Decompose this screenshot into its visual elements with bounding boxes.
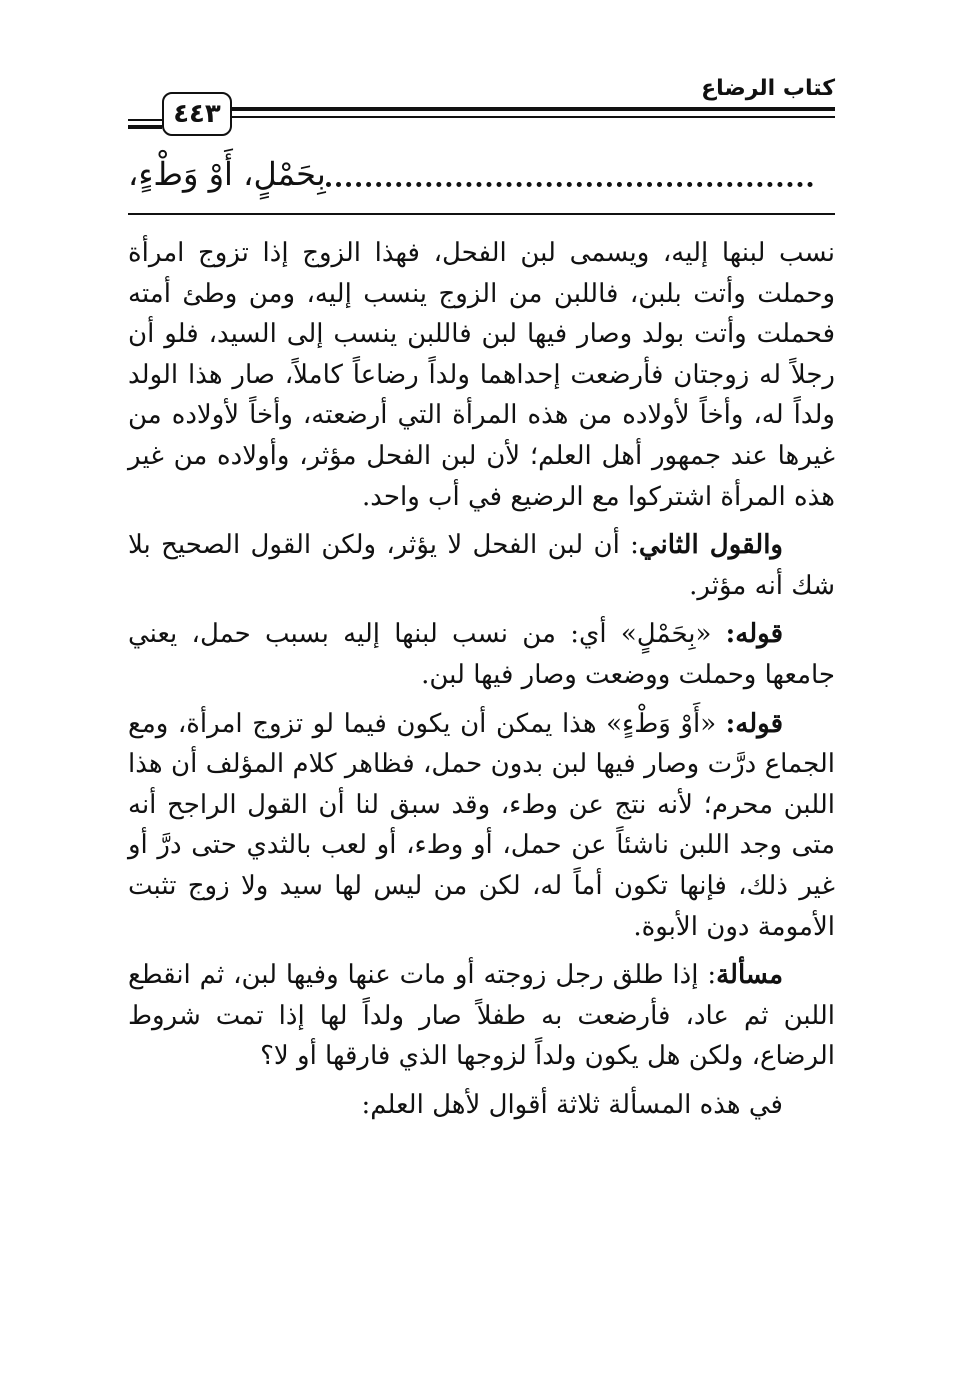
paragraph-4 xyxy=(128,704,835,948)
header-rule-top-left xyxy=(128,119,162,121)
paragraph-5-text: : إذا طلق رجل زوجته أو مات عنها وفيها لبن، ثم انقطع اللبن ثم عاد، فأرضعت به طفلاً صار ولداً لها إذا تمت شروط الرضاع، ولكن هل يكون ولداً لزوجها الذي فارقها أو لا؟ xyxy=(128,960,836,1072)
paragraph-2-lead: والقول الثاني xyxy=(638,530,783,561)
page-number: ٤٤٣ xyxy=(173,99,221,129)
commentary-body xyxy=(128,233,835,1133)
paragraph-3 xyxy=(128,614,835,695)
paragraph-2-text: : أن لبن الفحل لا يؤثر، ولكن القول الصحيح بلا شك أنه مؤثر. xyxy=(128,530,835,601)
paragraph-1 xyxy=(128,233,835,517)
paragraph-4-lead: قوله: xyxy=(725,708,783,739)
paragraph-5 xyxy=(128,955,835,1077)
header-rule-top-right xyxy=(228,107,835,111)
paragraph-3-text: «بِحَمْلٍ» أي: من نسب لبنها إليه بسبب حمل، يعني جامعها وحملت ووضعت وصار فيها لبن. xyxy=(128,619,835,690)
paragraph-3-lead: قوله: xyxy=(725,619,783,650)
paragraph-1-text: نسب لبنها إليه، ويسمى لبن الفحل، فهذا الزوج إذا تزوج امرأة وحملت وأتت بلبن، فاللبن من الزوج ينسب إليه، ومن وطئ أمته فحملت وأتت بولد وصار فيها لبن فاللبن ينسب إلى السيد، فلو أن رجلاً له زوجتان فأرضعت إحداهما ولداً رضاعاً كاملاً، صار هذا الولد ولداً له، وأخاً لأولاده من هذه المرأة التي أرضعته، وأخاً لأولاده من غيرها عند جمهور أهل العلم؛ لأن لبن الفحل مؤثر، وأولاده من غير هذه المرأة اشتركوا مع الرضيع في أب واحد. xyxy=(128,238,835,512)
paragraph-5-lead: مسألة xyxy=(716,960,784,991)
page-number-box xyxy=(162,92,232,136)
paragraph-6 xyxy=(128,1085,835,1126)
matn-line xyxy=(128,150,835,198)
running-header-title: كتاب الرضاع xyxy=(701,76,835,101)
header-rule-bottom-left xyxy=(128,125,162,129)
matn-separator-rule xyxy=(128,213,835,215)
header-rule-bottom-right xyxy=(228,116,835,118)
matn-text: بِحَمْلٍ، أَوْ وَطْءٍ، xyxy=(128,155,326,193)
paragraph-4-text: «أَوْ وَطْءٍ» هذا يمكن أن يكون فيما لو تزوج امرأة، ومع الجماع درَّت وصار فيها لبن بدون حمل، فظاهر كلام المؤلف أن هذا اللبن محرم؛ لأنه نتج عن وطء، وقد سبق لنا أن القول الراجح أنه متى وجد اللبن ناشئاً عن حمل، أو وطء، أو لعب بالثدي حتى درَّ أو غير ذلك، فإنها تكون أماً له، لكن من ليس لها سيد ولا زوج تثبت الأمومة دون الأبوة. xyxy=(128,708,835,942)
paragraph-2 xyxy=(128,525,835,606)
paragraph-6-text: في هذه المسألة ثلاثة أقوال لأهل العلم: xyxy=(361,1089,783,1120)
matn-dotted-leader xyxy=(326,172,813,187)
